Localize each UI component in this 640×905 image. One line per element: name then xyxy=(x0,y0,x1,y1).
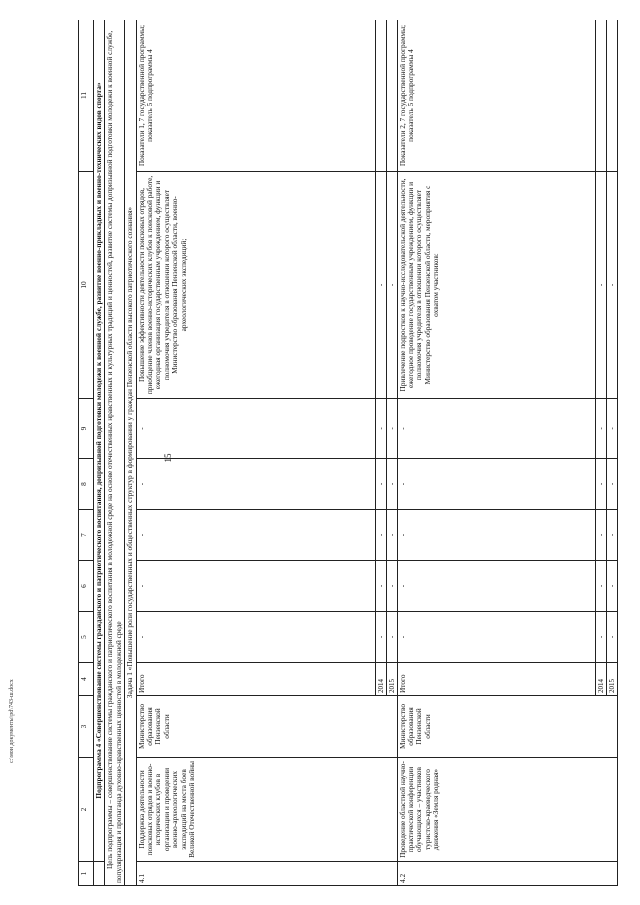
row-number: 4.2 xyxy=(397,862,617,886)
value-7: - xyxy=(397,510,595,561)
value-7: - xyxy=(595,510,606,561)
value-9: - xyxy=(375,399,386,459)
value-6: - xyxy=(386,561,397,612)
result-dash: - xyxy=(375,172,386,399)
value-6: - xyxy=(375,561,386,612)
result-dash: - xyxy=(595,172,606,399)
value-8: - xyxy=(386,459,397,510)
value-9: - xyxy=(595,399,606,459)
expected-result: Привлечение подростков к научно-исследовательской деятельности, ежегодное проведение государственным учреждением, функции и полномочия учредителя в отношении которого осуществляет Министерство образования Пензенской области, мероприятия с охватом участников: xyxy=(397,172,595,399)
result-dash: - xyxy=(606,172,617,399)
activity-name: Поддержка деятельности поисковых отрядов и военно-исторических клубов в организации и проведении военно-археологических экспедиций на места боев Великой Отечественной войны xyxy=(136,758,397,862)
col-number-3: 3 xyxy=(79,696,94,758)
value-6: - xyxy=(136,561,375,612)
row-number: 4.1 xyxy=(136,862,397,886)
value-6: - xyxy=(595,561,606,612)
col-number-2: 2 xyxy=(79,758,94,862)
table-row xyxy=(397,20,595,886)
value-7: - xyxy=(606,510,617,561)
value-7: - xyxy=(386,510,397,561)
col-number-7: 7 xyxy=(79,510,94,561)
value-5: - xyxy=(595,612,606,663)
value-5: - xyxy=(375,612,386,663)
year-total: Итого xyxy=(397,663,595,696)
value-9: - xyxy=(606,399,617,459)
value-9: - xyxy=(136,399,375,459)
executor: Министерство образования Пензенской области xyxy=(397,696,617,758)
value-6: - xyxy=(397,561,595,612)
value-5: - xyxy=(386,612,397,663)
subprogram-goal: Цель подпрограммы – совершенствование системы гражданского и патриотического воспитания в молодежной среде на основе отечественных нравственных и культурных традиций и ценностей, развитие системы допризывной подготовки молодежи к военной службе, популяризация и пропаганда духовно-нравственных ценностей в молодежной среде xyxy=(105,20,125,886)
executor: Министерство образования Пензенской области xyxy=(136,696,397,758)
expected-result: Повышение эффективности деятельности поисковых отрядов, приобщение членов военно-исторических клубов к поисковой работе, ежегодная организация государственным учреждением, функции и полномочия учредителя в отношении которого осуществляет Министерство образования Пензенской области, военно-археологических экспедиций; xyxy=(136,172,375,399)
subprogram-table xyxy=(78,20,618,886)
value-8: - xyxy=(375,459,386,510)
value-5: - xyxy=(606,612,617,663)
col-number-9: 9 xyxy=(79,399,94,459)
value-8: - xyxy=(397,459,595,510)
rotated-table-area xyxy=(78,20,624,886)
col-number-5: 5 xyxy=(79,612,94,663)
value-5: - xyxy=(136,612,375,663)
value-6: - xyxy=(606,561,617,612)
activity-name: Проведение областной научно-практической конференции обучающихся – участников туристско-краеведческого движения «Земля родная» xyxy=(397,758,617,862)
footer-file-path: c:\мои документы\pd\743-ш.docx xyxy=(9,679,15,763)
year-total: Итого xyxy=(136,663,375,696)
header-row xyxy=(79,20,94,886)
value-9: - xyxy=(386,399,397,459)
value-9: - xyxy=(397,399,595,459)
task-1: Задача 1 «Повышение роли государственных и общественных структур в формировании у граждан Пензенской области высокого патриотического сознания» xyxy=(125,20,136,886)
col-number-4: 4 xyxy=(79,663,94,696)
col-number-10: 10 xyxy=(79,172,94,399)
indicators: Показатели 1, 7 государственной программы; показатель 5 подпрограммы 4 xyxy=(136,20,375,172)
value-8: - xyxy=(595,459,606,510)
table-rotator xyxy=(78,20,624,886)
value-8: - xyxy=(606,459,617,510)
page-number: 15 xyxy=(163,453,173,463)
col-number-11: 11 xyxy=(79,20,94,172)
value-5: - xyxy=(397,612,595,663)
year-2015: 2015 xyxy=(386,663,397,696)
year-2014: 2014 xyxy=(595,663,606,696)
col-number-6: 6 xyxy=(79,561,94,612)
year-2014: 2014 xyxy=(375,663,386,696)
col-number-8: 8 xyxy=(79,459,94,510)
indicators: Показатели 2, 7 государственной программы; показатель 5 подпрограммы 4 xyxy=(397,20,595,172)
col-number-1: 1 xyxy=(79,862,94,886)
value-8: - xyxy=(136,459,375,510)
result-dash: - xyxy=(386,172,397,399)
value-7: - xyxy=(136,510,375,561)
value-7: - xyxy=(375,510,386,561)
subprogram-title: Подпрограмма 4 «Совершенствование системы гражданского и патриотического воспитания, допризывной подготовки молодежи к военной службе, развитие военно-прикладных и военно-технических видов спорта» xyxy=(94,20,105,862)
table-row xyxy=(136,20,375,886)
year-2015: 2015 xyxy=(606,663,617,696)
